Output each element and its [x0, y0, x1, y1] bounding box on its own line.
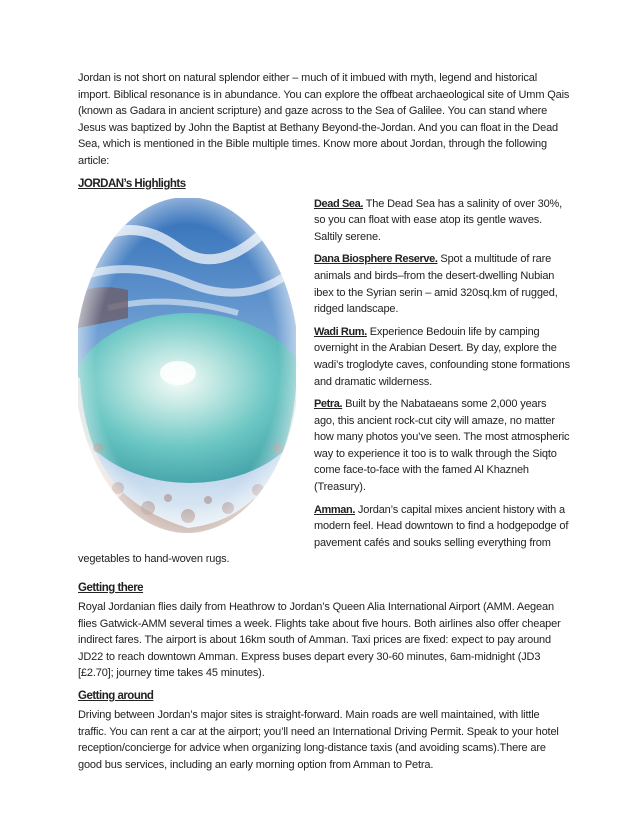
highlight-text: Spot a multitude of rare animals and birds–from the desert-dwelling Nubian ibex to the Syrian serin – amid 320sq.km of rugged, ridged landscape. [314, 253, 558, 316]
highlight-text: The Dead Sea has a salinity of over 30%, so you can float with ease atop its gentle waves. Saltily serene. [314, 197, 563, 243]
highlight-title: Dana Biosphere Reserve. [314, 253, 438, 266]
getting-around-heading: Getting around [78, 690, 154, 702]
intro-paragraph: Jordan is not short on natural splendor either – much of it imbued with myth, legend and historical import. Biblical resonance is in abundance. You can explore the offbeat archaeological site of Umm Qais (known as Gadara in ancient scripture) and gaze across to the Sea of Galilee. You can stand where Jesus was baptized by John the Baptist at Bethany Beyond-the-Jordan. And you can float in the Dead Sea, which is mentioned in the Bible multiple times. Know more about Jordan, through the following article: [78, 72, 570, 167]
highlight-title: Petra. [314, 398, 343, 411]
highlight-text: Built by the Nabataeans some 2,000 years ago, this ancient rock-cut city will amaze, no matter how many photos you’ve seen. The most atmospheric way to experience it too is to walk through the Siqto come face-to-face with the famed Al Khazneh (Treasury). [314, 398, 570, 494]
highlight-text: Jordan’s capital mixes ancient history with a modern feel. Head downtown to find a hodgepodge of pavement cafés and souks selling everything from vegetables to hand-woven rugs. [78, 503, 569, 566]
getting-there-paragraph: Royal Jordanian flies daily from Heathrow to Jordan’s Queen Alia International Airport (AMM. Aegean flies Gatwick-AMM several times a week. Flights take about five hours. Both airlines also offer cheaper indirect fares. The airport is about 16km south of Amman. Taxi prices are fixed: expect to pay around JD22 to reach downtown Amman. Express buses depart every 30-60 minutes, 6am-midnight (JD3 [£2.70]; journey time takes 45 minutes). [78, 601, 561, 680]
getting-around-paragraph: Driving between Jordan’s major sites is straight-forward. Main roads are well maintained, with little traffic. You can rent a car at the airport; you’ll need an International Driving Permit. Speak to your hotel reception/concierge for advice when organizing long-distance taxis (and avoiding scams).There are good bus services, including an early morning option from Amman to Petra. [78, 709, 559, 771]
highlight-title: Wadi Rum. [314, 325, 367, 338]
document-page [78, 70, 570, 773]
dead-sea-photo [78, 198, 296, 533]
highlight-title: Amman. [314, 503, 355, 516]
highlight-text: Experience Bedouin life by camping overnight in the Arabian Desert. By day, explore the wadi’s troglodyte caves, confounding stone formations and dramatic wilderness. [314, 325, 571, 388]
highlight-title: Dead Sea. [314, 197, 363, 210]
highlights-heading: JORDAN’s Highlights [78, 177, 186, 190]
getting-there-heading: Getting there [78, 582, 144, 595]
